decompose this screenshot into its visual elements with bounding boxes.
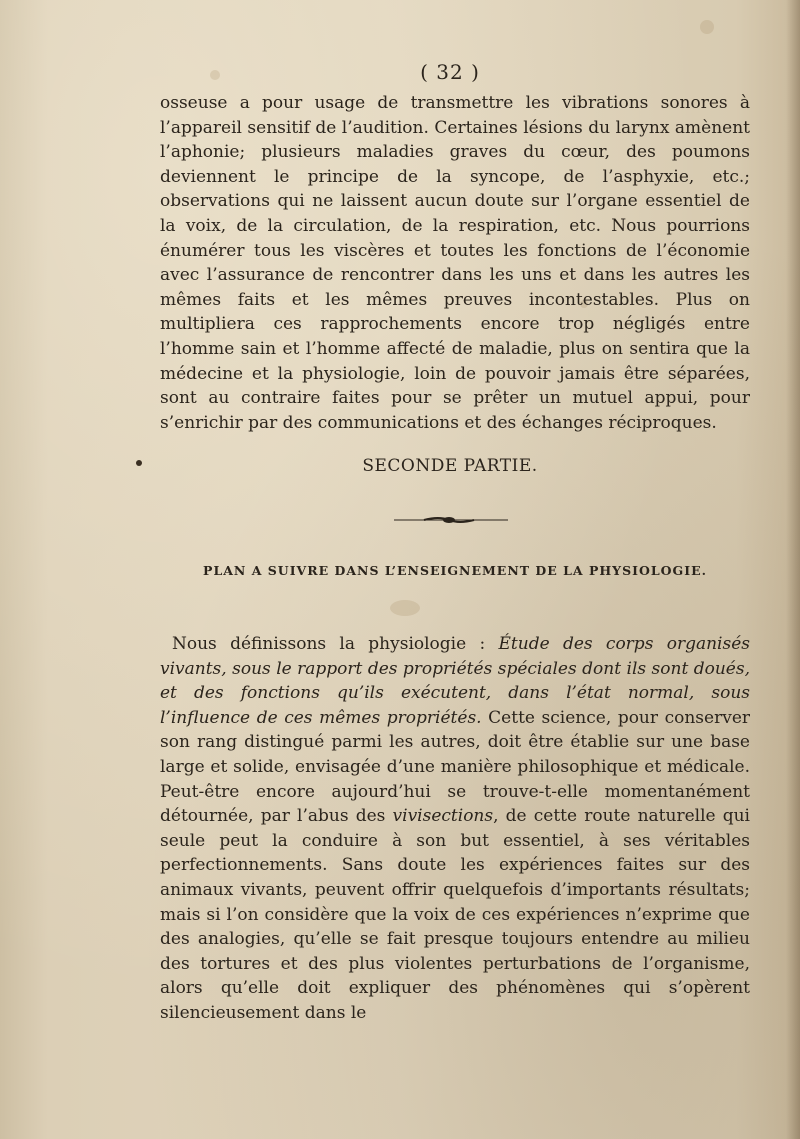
foxing-spot	[390, 600, 420, 616]
page-edge-shadow	[786, 0, 800, 1139]
ornament-divider-icon	[394, 515, 508, 525]
section-subtitle: PLAN A SUIVRE DANS L’ENSEIGNEMENT DE LA PHYSIOLOGIE.	[203, 563, 707, 578]
paragraph-2-rest: , de cette route naturelle qui seule peut la conduire à son but essentiel, à ses véritables perfectionnements. Sans doute les expériences faites sur des animaux vivants, peuvent offrir quelquefois d’importants résultats; mais si l’on considère que la voix de ces expériences n’exprime que des analogies, qu’elle se fait presque toujours entendre au milieu des tortures et des plus violentes perturbations de l’organisme, alors qu’elle doit expliquer des phénomènes qui s’opèrent silencieusement dans le	[160, 806, 750, 1023]
paragraph-2-middle: Cette science, pour conserver son rang distingué parmi les autres, doit être établie sur une base large et solide, envisagée d’une manière philosophique et médicale. Peut-être encore aujourd’hui se trouve-t-elle momentanément détournée, par l’abus des	[160, 707, 751, 827]
vivisections-term: vivisections	[392, 806, 494, 827]
page-number: ( 32 )	[420, 60, 480, 84]
section-title: SECONDE PARTIE.	[362, 456, 538, 476]
paragraph-2-text	[160, 632, 750, 1026]
paragraph-2	[160, 632, 750, 1026]
paragraph-1-text: osseuse a pour usage de transmettre les vibrations sonores à l’appareil sensitif de l’audition. Certaines lésions du larynx amènent l’aphonie; plusieurs maladies graves du cœur, des poumons deviennent le principe de la syncope, de l’asphyxie, etc.; observations qui ne laissent aucun doute sur l’organe essentiel de la voix, de la circulation, de la respiration, etc. Nous pourrions énumérer tous les viscères et toutes les fonctions de l’économie avec l’assurance de rencontrer dans les uns et dans les autres les mêmes faits et les mêmes preuves incontestables. Plus on multipliera ces rapprochements encore trop négligés entre l’homme sain et l’homme affecté de maladie, plus on sentira que la médecine et la physiologie, loin de pouvoir jamais être séparées, sont au contraire faites pour se prêter un mutuel appui, pour s’enrichir par des communications et des échanges réciproques.	[160, 93, 750, 433]
paragraph-1	[160, 91, 750, 435]
physiology-definition: Étude des corps organisés vivants, sous le rapport des propriétés spéciales dont ils sont doués, et des fonctions qu’ils exécutent, dans l’état normal, sous l’influence de ces mêmes propriétés.	[160, 634, 750, 728]
paragraph-2-lead: Nous définissons la physiologie :	[172, 634, 499, 654]
foxing-spot	[700, 20, 714, 34]
